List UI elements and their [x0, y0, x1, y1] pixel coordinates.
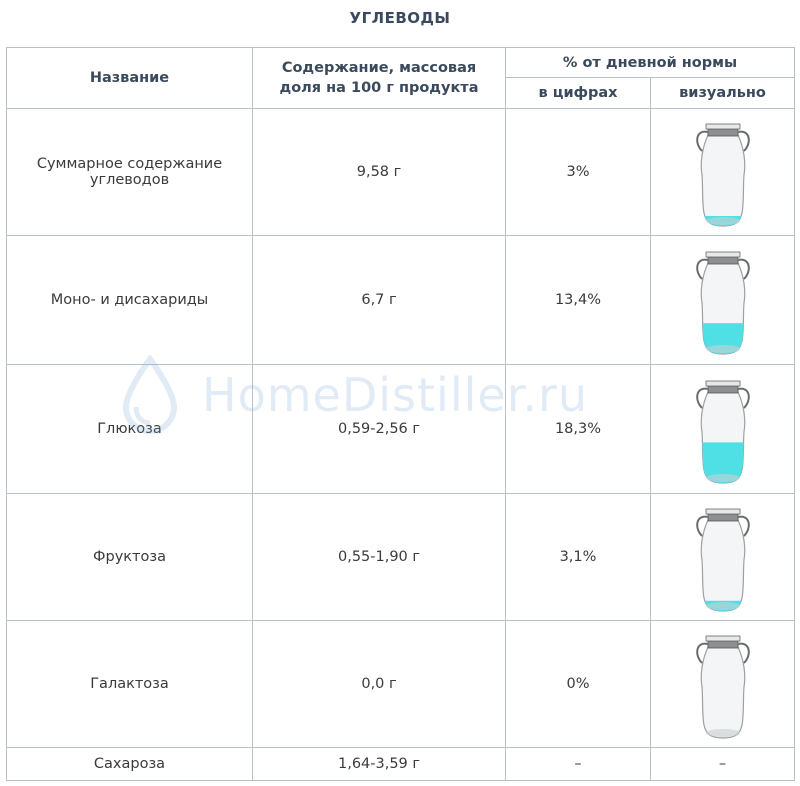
- table-row: [7, 494, 795, 621]
- vase-neck: [708, 386, 738, 393]
- row-name: Сахароза: [7, 748, 253, 781]
- vase-base: [706, 602, 740, 610]
- row-visual-text: –: [651, 748, 795, 781]
- row-percent: 13,4%: [506, 236, 651, 365]
- vase-cell: [651, 109, 795, 236]
- table-row: [7, 621, 795, 748]
- vase-body: [701, 520, 745, 611]
- header-content: Содержание, массовая доля на 100 г продукта: [253, 48, 506, 109]
- vase-rim: [706, 124, 740, 129]
- row-content: 6,7 г: [253, 236, 506, 365]
- row-name: Фруктоза: [7, 494, 253, 621]
- vase-cell: [651, 621, 795, 748]
- row-percent: 0%: [506, 621, 651, 748]
- watermark-text: HomeDistiller.ru: [202, 368, 589, 422]
- vase-rim: [706, 252, 740, 257]
- vase-base: [706, 345, 740, 353]
- vase-icon: [688, 113, 758, 231]
- header-name: Название: [7, 48, 253, 109]
- vase-rim: [706, 509, 740, 514]
- vase-body: [701, 647, 745, 738]
- row-content: 0,55-1,90 г: [253, 494, 506, 621]
- row-name: Глюкоза: [7, 365, 253, 494]
- row-content: 0,0 г: [253, 621, 506, 748]
- vase-icon: [688, 241, 758, 359]
- vase-base: [706, 729, 740, 737]
- row-content: 9,58 г: [253, 109, 506, 236]
- vase-rim: [706, 381, 740, 386]
- vase-base: [706, 474, 740, 482]
- row-name: Галактоза: [7, 621, 253, 748]
- row-content: 1,64-3,59 г: [253, 748, 506, 781]
- header-numbers: в цифрах: [506, 78, 651, 109]
- row-percent: 18,3%: [506, 365, 651, 494]
- table-title: УГЛЕВОДЫ: [349, 9, 451, 27]
- table-row: [7, 748, 795, 781]
- vase-neck: [708, 129, 738, 136]
- vase-cell: [651, 494, 795, 621]
- row-content: 0,59-2,56 г: [253, 365, 506, 494]
- vase-cell: [651, 236, 795, 365]
- header-daily-norm: % от дневной нормы: [506, 48, 795, 78]
- table-row: [7, 365, 795, 494]
- vase-cell: [651, 365, 795, 494]
- vase-body: [701, 135, 745, 226]
- vase-neck: [708, 641, 738, 648]
- vase-icon: [688, 498, 758, 616]
- row-name: Моно- и дисахариды: [7, 236, 253, 365]
- header-visual: визуально: [651, 78, 795, 109]
- vase-icon: [688, 370, 758, 488]
- vase-neck: [708, 257, 738, 264]
- vase-icon: [688, 625, 758, 743]
- row-name: Суммарное содержание углеводов: [7, 109, 253, 236]
- vase-rim: [706, 636, 740, 641]
- row-percent: –: [506, 748, 651, 781]
- row-percent: 3%: [506, 109, 651, 236]
- table-row: [7, 109, 795, 236]
- carbohydrates-table: [6, 47, 795, 781]
- vase-neck: [708, 514, 738, 521]
- vase-base: [706, 217, 740, 225]
- row-percent: 3,1%: [506, 494, 651, 621]
- table-row: [7, 236, 795, 365]
